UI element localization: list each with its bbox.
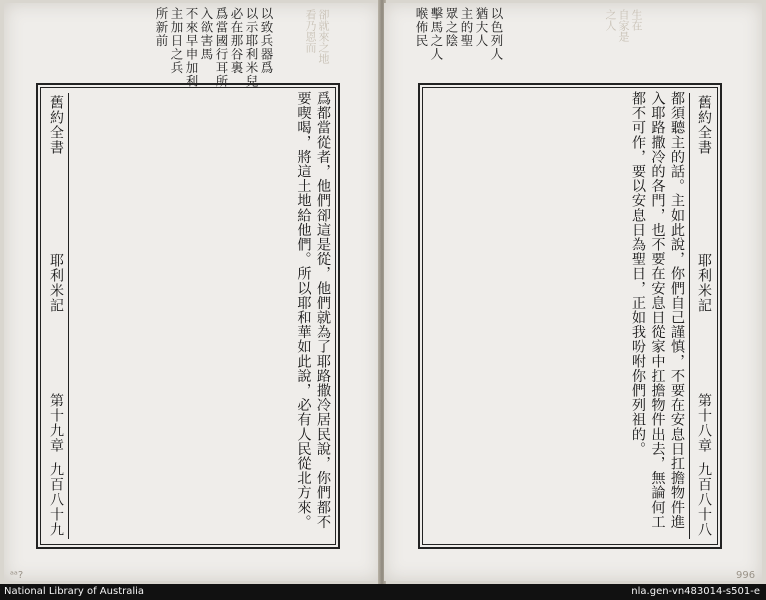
right-text-frame <box>418 83 722 549</box>
show-through-text: 卻就來之地 看乃恩而 <box>304 9 330 64</box>
left-text-frame <box>36 83 340 549</box>
right-page <box>384 3 762 581</box>
left-corner-number: ᵃᵃ? <box>10 570 24 581</box>
right-margin-notes: 以色列人 猶大人 主的聖 眾之陰 擊馬之人 喉佈民 <box>414 7 504 61</box>
page-number: 九百八十九 <box>48 462 64 537</box>
book-name: 耶利米記 <box>48 253 64 313</box>
right-corner-number: 996 <box>736 570 756 581</box>
book-name: 耶利米記 <box>696 253 712 313</box>
book-title: 舊約全書 <box>696 95 712 155</box>
left-margin-notes: 以致兵器爲 以示耶利米兒 必在那谷裏 爲當國行耳所 入欲害馬 不來早申加利 主加日之兵 所新前 <box>154 7 274 88</box>
chapter-label: 第十八章 <box>696 393 712 453</box>
page-number: 九百八十八 <box>696 462 712 537</box>
right-running-head <box>689 93 716 539</box>
right-body-text: 都須聽主的話。主如此說，你們自己謹慎，不要在安息日扛擔物件進入耶路撒冷的各門，也不要在安息日從家中扛擔物件出去，無論何工都不可作，要以安息日為聖日，正如我吩咐你們列祖的。 <box>630 91 685 529</box>
book-title: 舊約全書 <box>48 95 64 155</box>
left-running-head <box>42 93 69 539</box>
chapter-label: 第十九章 <box>48 393 64 453</box>
left-body-text: 爲都當從者，他們卻這是從，他們就為了耶路撒冷居民說，你們都不要喫喝，將這土地給他們。所以耶和華如此說，必有人民從北方來。 <box>295 91 331 529</box>
show-through-text: 生在 自家是 之人 <box>604 9 643 42</box>
left-page <box>4 3 380 581</box>
scan-identifier: nla.gen-vn483014-s501-e <box>631 586 760 597</box>
library-credit: National Library of Australia <box>4 586 145 597</box>
footer-bar <box>0 584 766 600</box>
